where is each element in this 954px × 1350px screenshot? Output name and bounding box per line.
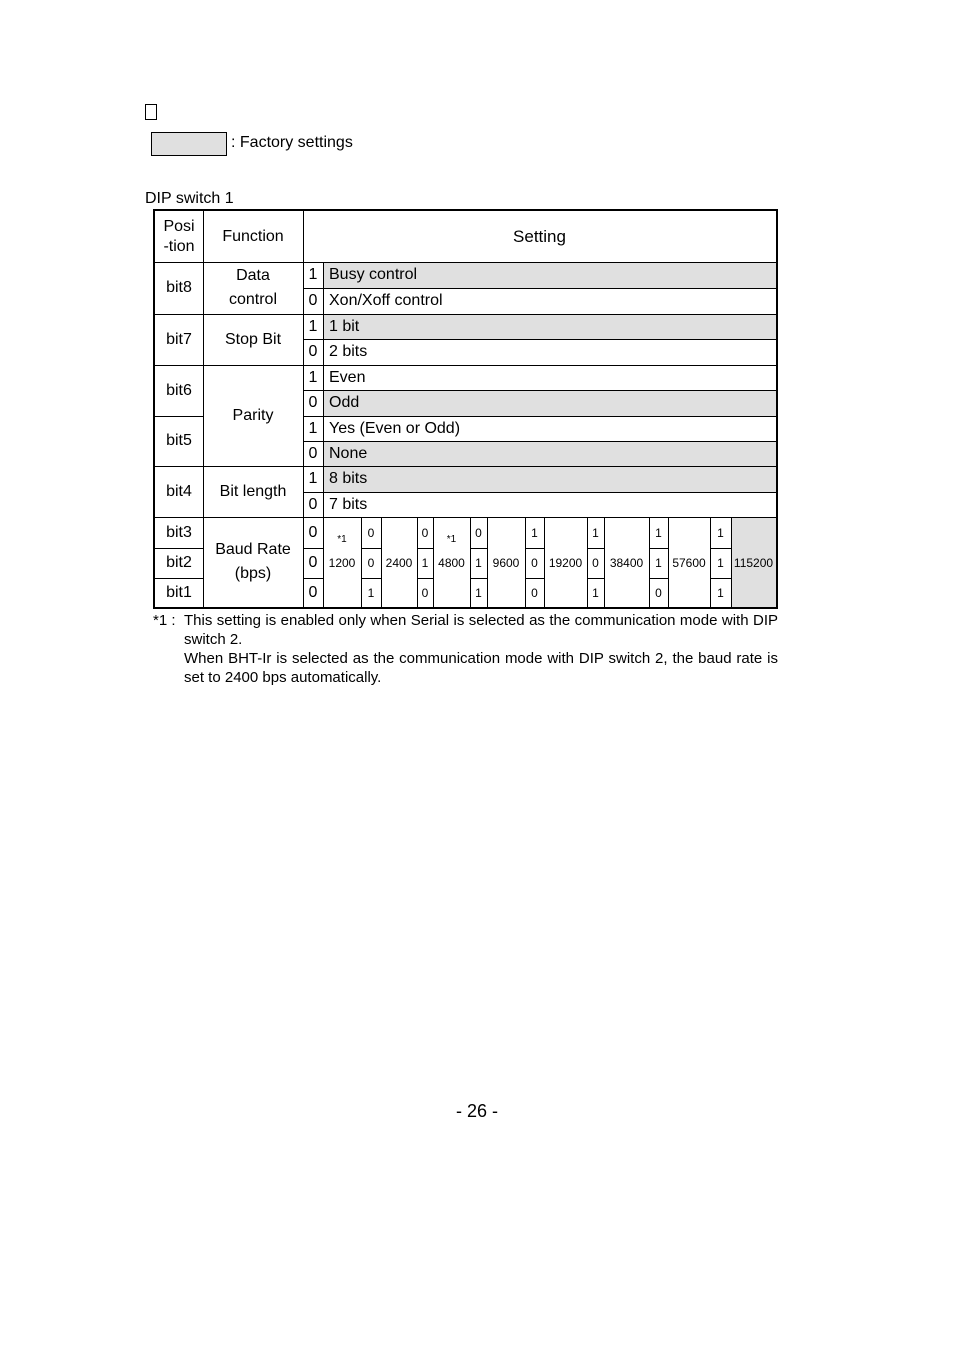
bit8-option-xon: Xon/Xoff control: [329, 292, 443, 309]
bit7-value-0: 0: [308, 343, 318, 360]
baud-19200-bit-0: 1: [531, 525, 538, 540]
bit8-value-0: 0: [308, 292, 318, 309]
baud-115200-bit-0: 1: [717, 525, 724, 540]
baud-115200-bit-2: 1: [717, 585, 724, 600]
footnotes: [153, 611, 778, 687]
function-stop-bit: Stop Bit: [224, 330, 282, 348]
position-bit4: bit4: [166, 482, 192, 500]
bit6-value-1: 1: [308, 368, 318, 386]
bit7-option-2bits: 2 bits: [329, 343, 368, 360]
position-bit3: bit3: [166, 523, 192, 541]
baud-4800-bit-1: 1: [421, 556, 429, 570]
baud-rate-2400: 2400: [385, 556, 413, 570]
bit5-option-yes: Yes (Even or Odd): [329, 419, 461, 437]
baud-2400-bit-0: 0: [367, 525, 375, 540]
bit4-value-0: 0: [308, 495, 318, 513]
baud-1200-bit-0: 0: [308, 523, 318, 541]
baud-rate-4800: 4800: [438, 556, 465, 570]
position-bit8: bit8: [166, 279, 192, 296]
bit6-option-even: Even: [329, 368, 366, 386]
bit5-option-none: None: [323, 441, 776, 466]
baud-38400-bit-1: 0: [592, 556, 599, 570]
baud-115200-bit-1: 1: [717, 556, 724, 570]
function-bit-length: Bit length: [219, 482, 287, 500]
baud-57600-bit-1: 1: [655, 556, 662, 570]
bit5-value-1: 1: [308, 419, 318, 437]
baud-rate-57600: 57600: [672, 556, 706, 570]
baud-38400-bit-2: 1: [592, 585, 599, 600]
position-bit2: bit2: [166, 554, 192, 571]
position-bit7: bit7: [166, 330, 192, 348]
bit8-value-1: 1: [308, 266, 318, 283]
placeholder-glyph-icon: [145, 104, 157, 120]
baud-note-1200: *1: [337, 533, 347, 545]
footnote-mark: *1 :: [153, 612, 176, 629]
bit6-value-0: 0: [308, 394, 318, 411]
baud-19200-bit-1: 0: [531, 556, 538, 570]
baud-rate-19200: 19200: [548, 556, 583, 570]
bit8-option-busy: Busy control: [323, 262, 776, 288]
bit4-option-7bits: 7 bits: [329, 495, 368, 513]
footnote-line-2: When BHT-Ir is selected as the communication mode with DIP switch 2, the baud rate is set to 2400 bps automatically.: [184, 650, 778, 686]
baud-4800-bit-2: 0: [421, 585, 429, 600]
baud-rate-1200: 1200: [328, 556, 356, 570]
bit4-value-1: 1: [308, 470, 318, 487]
function-baud-rate: Baud Rate (bps): [215, 541, 291, 582]
baud-rate-115200: 115200: [733, 556, 774, 570]
baud-rate-9600: 9600: [492, 556, 520, 570]
baud-rate-38400: 38400: [609, 556, 644, 570]
baud-38400-bit-0: 1: [592, 525, 599, 540]
baud-19200-bit-2: 0: [531, 585, 538, 600]
baud-9600-bit-1: 1: [475, 556, 482, 570]
baud-2400-bit-1: 0: [367, 556, 375, 570]
footnote-line-1: This setting is enabled only when Serial is selected as the communication mode with DIP switch 2.: [184, 612, 778, 648]
legend-text: : Factory settings: [231, 134, 353, 151]
factory-setting-swatch: [151, 132, 227, 156]
header-position: Posi -tion: [163, 217, 195, 255]
baud-1200-bit-1: 0: [308, 554, 318, 571]
bit4-option-8bits: 8 bits: [323, 466, 776, 492]
baud-9600-bit-0: 0: [475, 525, 482, 540]
baud-57600-bit-2: 0: [655, 585, 662, 600]
function-data-control: Data control: [228, 267, 278, 308]
bit5-value-0: 0: [308, 444, 318, 462]
baud-4800-bit-0: 0: [421, 525, 429, 540]
bit7-option-1bit: 1 bit: [323, 314, 776, 339]
position-bit1: bit1: [166, 583, 192, 601]
bit7-value-1: 1: [308, 317, 318, 335]
baud-note-4800: *1: [446, 533, 457, 545]
baud-2400-bit-2: 1: [367, 585, 375, 600]
function-parity: Parity: [232, 406, 274, 424]
baud-57600-bit-0: 1: [655, 525, 662, 540]
position-bit6: bit6: [166, 381, 192, 399]
position-bit5: bit5: [166, 432, 192, 449]
baud-9600-bit-2: 1: [475, 585, 482, 600]
header-function: Function: [222, 227, 284, 245]
page-number: - 26 -: [455, 1101, 498, 1121]
header-setting: Setting: [513, 226, 566, 246]
bit6-option-odd: Odd: [323, 390, 776, 416]
dip-switch-table: [153, 209, 778, 609]
baud-1200-bit-2: 0: [308, 583, 318, 601]
table-caption: DIP switch 1: [145, 190, 234, 207]
